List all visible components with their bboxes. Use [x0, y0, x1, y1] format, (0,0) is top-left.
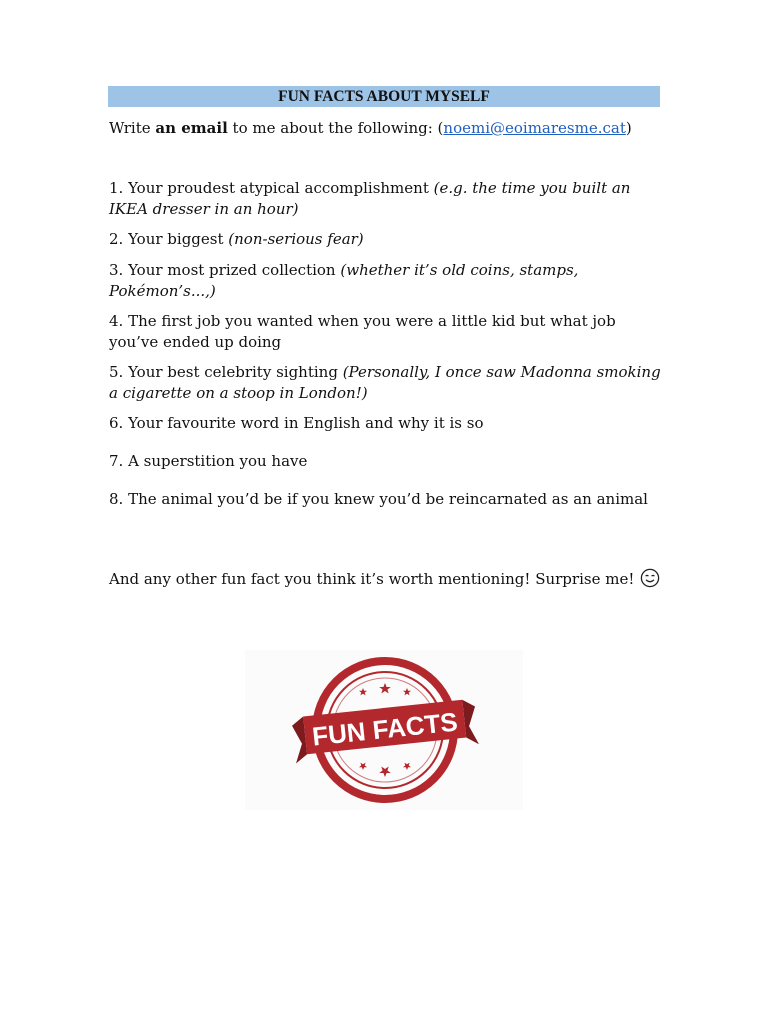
page-title: FUN FACTS ABOUT MYSELF: [108, 86, 660, 107]
item-note: (e.g. the time you built an IKEA dresser in an hour): [109, 179, 631, 218]
list-item: [109, 311, 669, 352]
item-text: 6. Your favourite word in English and why it is so: [109, 414, 484, 432]
email-link[interactable]: noemi@eoimaresme.cat: [443, 119, 626, 137]
list-item: [109, 229, 669, 250]
item-text: 8. The animal you’d be if you knew you’d be reincarnated as an animal: [109, 490, 648, 508]
list-item: [109, 362, 669, 403]
closing-line: [109, 568, 689, 593]
winking-smiley-icon: [640, 568, 660, 593]
item-text: 3. Your most prized collection: [109, 261, 341, 279]
intro-emphasis: an email: [155, 119, 228, 137]
stamp-label: FUN FACTS: [310, 706, 460, 752]
list-item: [109, 451, 669, 472]
list-item: [109, 413, 669, 434]
list-item: [109, 260, 669, 301]
item-text: 4. The first job you wanted when you were a little kid but what job you’ve ended up doing: [109, 312, 616, 351]
list-item: [109, 489, 669, 510]
intro-line: [109, 118, 709, 138]
intro-suffix: ): [625, 119, 632, 137]
item-note: (whether it’s old coins, stamps, Pokémon’s...,): [109, 261, 579, 300]
intro-prefix: Write: [109, 119, 156, 137]
list-item: [109, 178, 669, 219]
item-text: 7. A superstition you have: [109, 452, 308, 470]
item-text: 2. Your biggest: [109, 230, 229, 248]
item-note: (non-serious fear): [228, 230, 364, 248]
item-text: 1. Your proudest atypical accomplishment: [109, 179, 434, 197]
item-text: 5. Your best celebrity sighting: [109, 363, 343, 381]
fun-facts-stamp-image: [245, 650, 523, 810]
closing-text: And any other fun fact you think it’s worth mentioning! Surprise me!: [109, 570, 635, 588]
item-note: (Personally, I once saw Madonna smoking a cigarette on a stoop in London!): [109, 363, 661, 402]
intro-middle: to me about the following: (: [227, 119, 444, 137]
fun-facts-stamp-icon: [245, 650, 523, 810]
